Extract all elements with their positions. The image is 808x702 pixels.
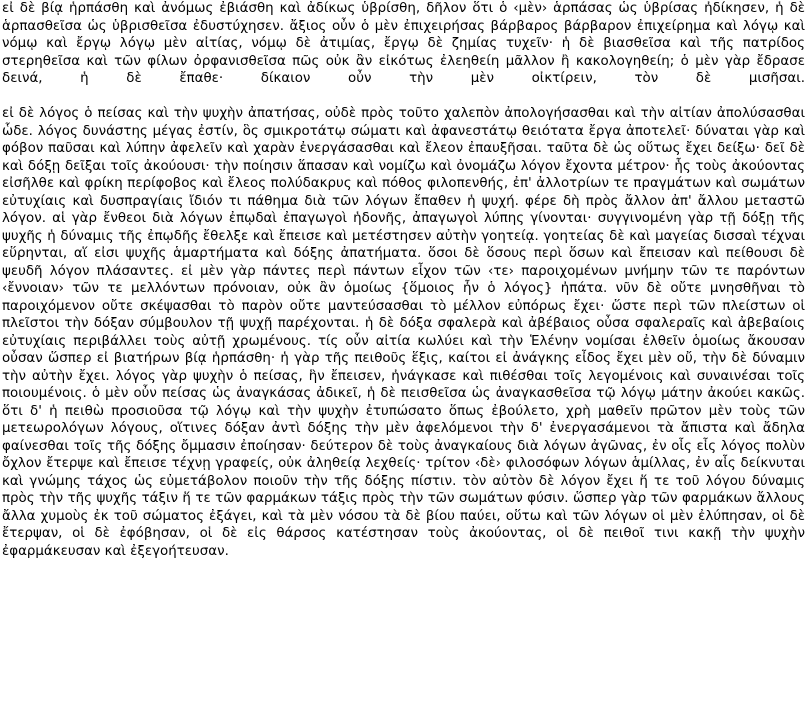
paragraph: εἰ δὲ λόγος ὁ πείσας καὶ τὴν ψυχὴν ἀπατήσας, οὐδὲ πρὸς τοῦτο χαλεπὸν ἀπολογήσασθαι καὶ τὴν αἰτίαν ἀπολύσασθαι ὧδε. λόγος δυνάστης μέγας ἐστίν, ὃς σμικροτάτῳ σώματι καὶ ἀφανεστάτῳ θειότατα ἔργα ἀποτελεῖ· δύναται γὰρ καὶ φόβον παῦσαι καὶ λύπην ἀφελεῖν καὶ χαρὰν ἐνεργάσασθαι καὶ ἔλεον ἐπαυξῆσαι. ταῦτα δὲ ὡς οὕτως ἔχει δείξω· δεῖ δὲ καὶ δόξῃ δεῖξαι τοῖς ἀκούουσι· τὴν ποίησιν ἅπασαν καὶ νομίζω καὶ ὀνομάζω λόγον ἔχοντα μέτρον· ἧς τοὺς ἀκούοντας εἰσῆλθε καὶ φρίκη περίφοβος καὶ ἔλεος πολύδακρυς καὶ πόθος φιλοπενθής, ἐπ' ἀλλοτρίων τε πραγμάτων καὶ σωμάτων εὐτυχίαις καὶ δυσπραγίαις ἴδιόν τι πάθημα διὰ τῶν λόγων ἔπαθεν ἡ ψυχή. φέρε δὴ πρὸς ἄλλον ἀπ' ἄλλου μεταστῶ λόγον. αἱ γὰρ ἔνθεοι διὰ λόγων ἐπῳδαὶ ἐπαγωγοὶ ἡδονῆς, ἀπαγωγοὶ λύπης γίνονται· συγγινομένη γὰρ τῇ δόξῃ τῆς ψυχῆς ἡ δύναμις τῆς ἐπῳδῆς ἔθελξε καὶ ἔπεισε καὶ μετέστησεν αὐτὴν γοητείᾳ. γοητείας δὲ καὶ μαγείας δισσαὶ τέχναι εὕρηνται, αἵ εἰσι ψυχῆς ἁμαρτήματα καὶ δόξης ἀπατήματα. ὅσοι δὲ ὅσους περὶ ὅσων καὶ ἔπεισαν καὶ πείθουσι δὲ ψευδῆ λόγον πλάσαντες. εἰ μὲν γὰρ πάντες περὶ πάντων εἶχον τῶν ‹τε› παροιχομένων μνήμην τῶν τε παρόντων ‹ἔννοιαν› τῶν τε μελλόντων πρόνοιαν, οὐκ ἂν ὁμοίως {ὅμοιος ἦν ὁ λόγος} ἠπάτα. νῦν δὲ οὔτε μνησθῆναι τὸ παροιχόμενον οὔτε σκέψασθαι τὸ παρὸν οὔτε μαντεύσασθαι τὸ μέλλον εὐπόρως ἔχει· ὥστε περὶ τῶν πλείστων οἱ πλεῖστοι τὴν δόξαν σύμβουλον τῇ ψυχῇ παρέχονται. ἡ δὲ δόξα σφαλερὰ καὶ ἀβέβαιος οὖσα σφαλεραῖς καὶ ἀβεβαίοις εὐτυχίαις περιβάλλει τοὺς αὐτῇ χρωμένους. τίς οὖν αἰτία κωλύει καὶ τὴν Ἑλένην νομίσαι ἐλθεῖν ὁμοίως ἄκουσαν οὖσαν ὥσπερ εἰ βιατήρων βίᾳ ἡρπάσθη· ἡ γὰρ τῆς πειθοῦς ἕξις, καίτοι εἰ ἀνάγκης εἶδος ἔχει μὲν οὔ, τὴν δὲ δύναμιν τὴν αὐτὴν ἔχει. λόγος γὰρ ψυχὴν ὁ πείσας, ἣν ἔπεισεν, ἠνάγκασε καὶ πιθέσθαι τοῖς λεγομένοις καὶ συναινέσαι τοῖς ποιουμένοις. ὁ μὲν οὖν πείσας ὡς ἀναγκάσας ἀδικεῖ, ἡ δὲ πεισθεῖσα ὡς ἀναγκασθεῖσα τῷ λόγῳ μάτην ἀκούει κακῶς. ὅτι δ' ἡ πειθὼ προσιοῦσα τῷ λόγῳ καὶ τὴν ψυχὴν ἐτυπώσατο ὅπως ἐβούλετο, χρὴ μαθεῖν πρῶτον μὲν τοὺς τῶν μετεωρολόγων λόγους, οἵτινες δόξαν ἀντὶ δόξης τὴν μὲν ἀφελόμενοι τὴν δ' ἐνεργασάμενοι τὰ ἄπιστα καὶ ἄδηλα φαίνεσθαι τοῖς τῆς δόξης ὄμμασιν ἐποίησαν· δεύτερον δὲ τοὺς ἀναγκαίους διὰ λόγων ἀγῶνας, ἐν οἷς εἷς λόγος πολὺν ὄχλον ἔτερψε καὶ ἔπεισε τέχνῃ γραφείς, οὐκ ἀληθείᾳ λεχθείς· τρίτον ‹δὲ› φιλοσόφων λόγων ἁμίλλας, ἐν αἷς δείκνυται καὶ γνώμης τάχος ὡς εὐμετάβολον ποιοῦν τὴν τῆς δόξης πίστιν. τὸν αὐτὸν δὲ λόγον ἔχει ἥ τε τοῦ λόγου δύναμις πρὸς τὴν τῆς ψυχῆς τάξιν ἥ τε τῶν φαρμάκων τάξις πρὸς τὴν τῶν σωμάτων φύσιν. ὥσπερ γὰρ τῶν φαρμάκων ἄλλους ἄλλα χυμοὺς ἐκ τοῦ σώματος ἐξάγει, καὶ τὰ μὲν νόσου τὰ δὲ βίου παύει, οὕτω καὶ τῶν λόγων οἱ μὲν ἐλύπησαν, οἱ δὲ ἔτερψαν, οἱ δὲ ἐφόβησαν, οἱ δὲ εἰς θάρσος κατέστησαν τοὺς ἀκούοντας, οἱ δὲ πειθοῖ τινι κακῇ τὴν ψυχὴν ἐφαρμάκευσαν καὶ ἐξεγοήτευσαν. <box>2 106 805 559</box>
paragraph: εἰ δὲ βίᾳ ἡρπάσθη καὶ ἀνόμως ἐβιάσθη καὶ ἀδίκως ὑβρίσθη, δῆλον ὅτι ὁ ‹μὲν› ἁρπάσας ὡς ὑβρίσας ἠδίκησεν, ἡ δὲ ἁρπασθεῖσα ὡς ὑβρισθεῖσα ἐδυστύχησεν. ἄξιος οὖν ὁ μὲν ἐπιχειρήσας βάρβαρος βάρβαρον ἐπιχείρημα καὶ λόγῳ καὶ νόμῳ καὶ ἔργῳ λόγῳ μὲν αἰτίας, νόμῳ δὲ ἀτιμίας, ἔργῳ δὲ ζημίας τυχεῖν· ἡ δὲ βιασθεῖσα καὶ τῆς πατρίδος στερηθεῖσα καὶ τῶν φίλων ὀρφανισθεῖσα πῶς οὐκ ἂν εἰκότως ἐλεηθείη μᾶλλον ἢ κακολογηθείη; ὁ μὲν γὰρ ἔδρασε δεινά, ἡ δὲ ἔπαθε· δίκαιον οὖν τὴν μὲν οἰκτίρειν, τὸν δὲ μισῆσαι. <box>2 1 805 86</box>
document-text <box>2 0 805 560</box>
